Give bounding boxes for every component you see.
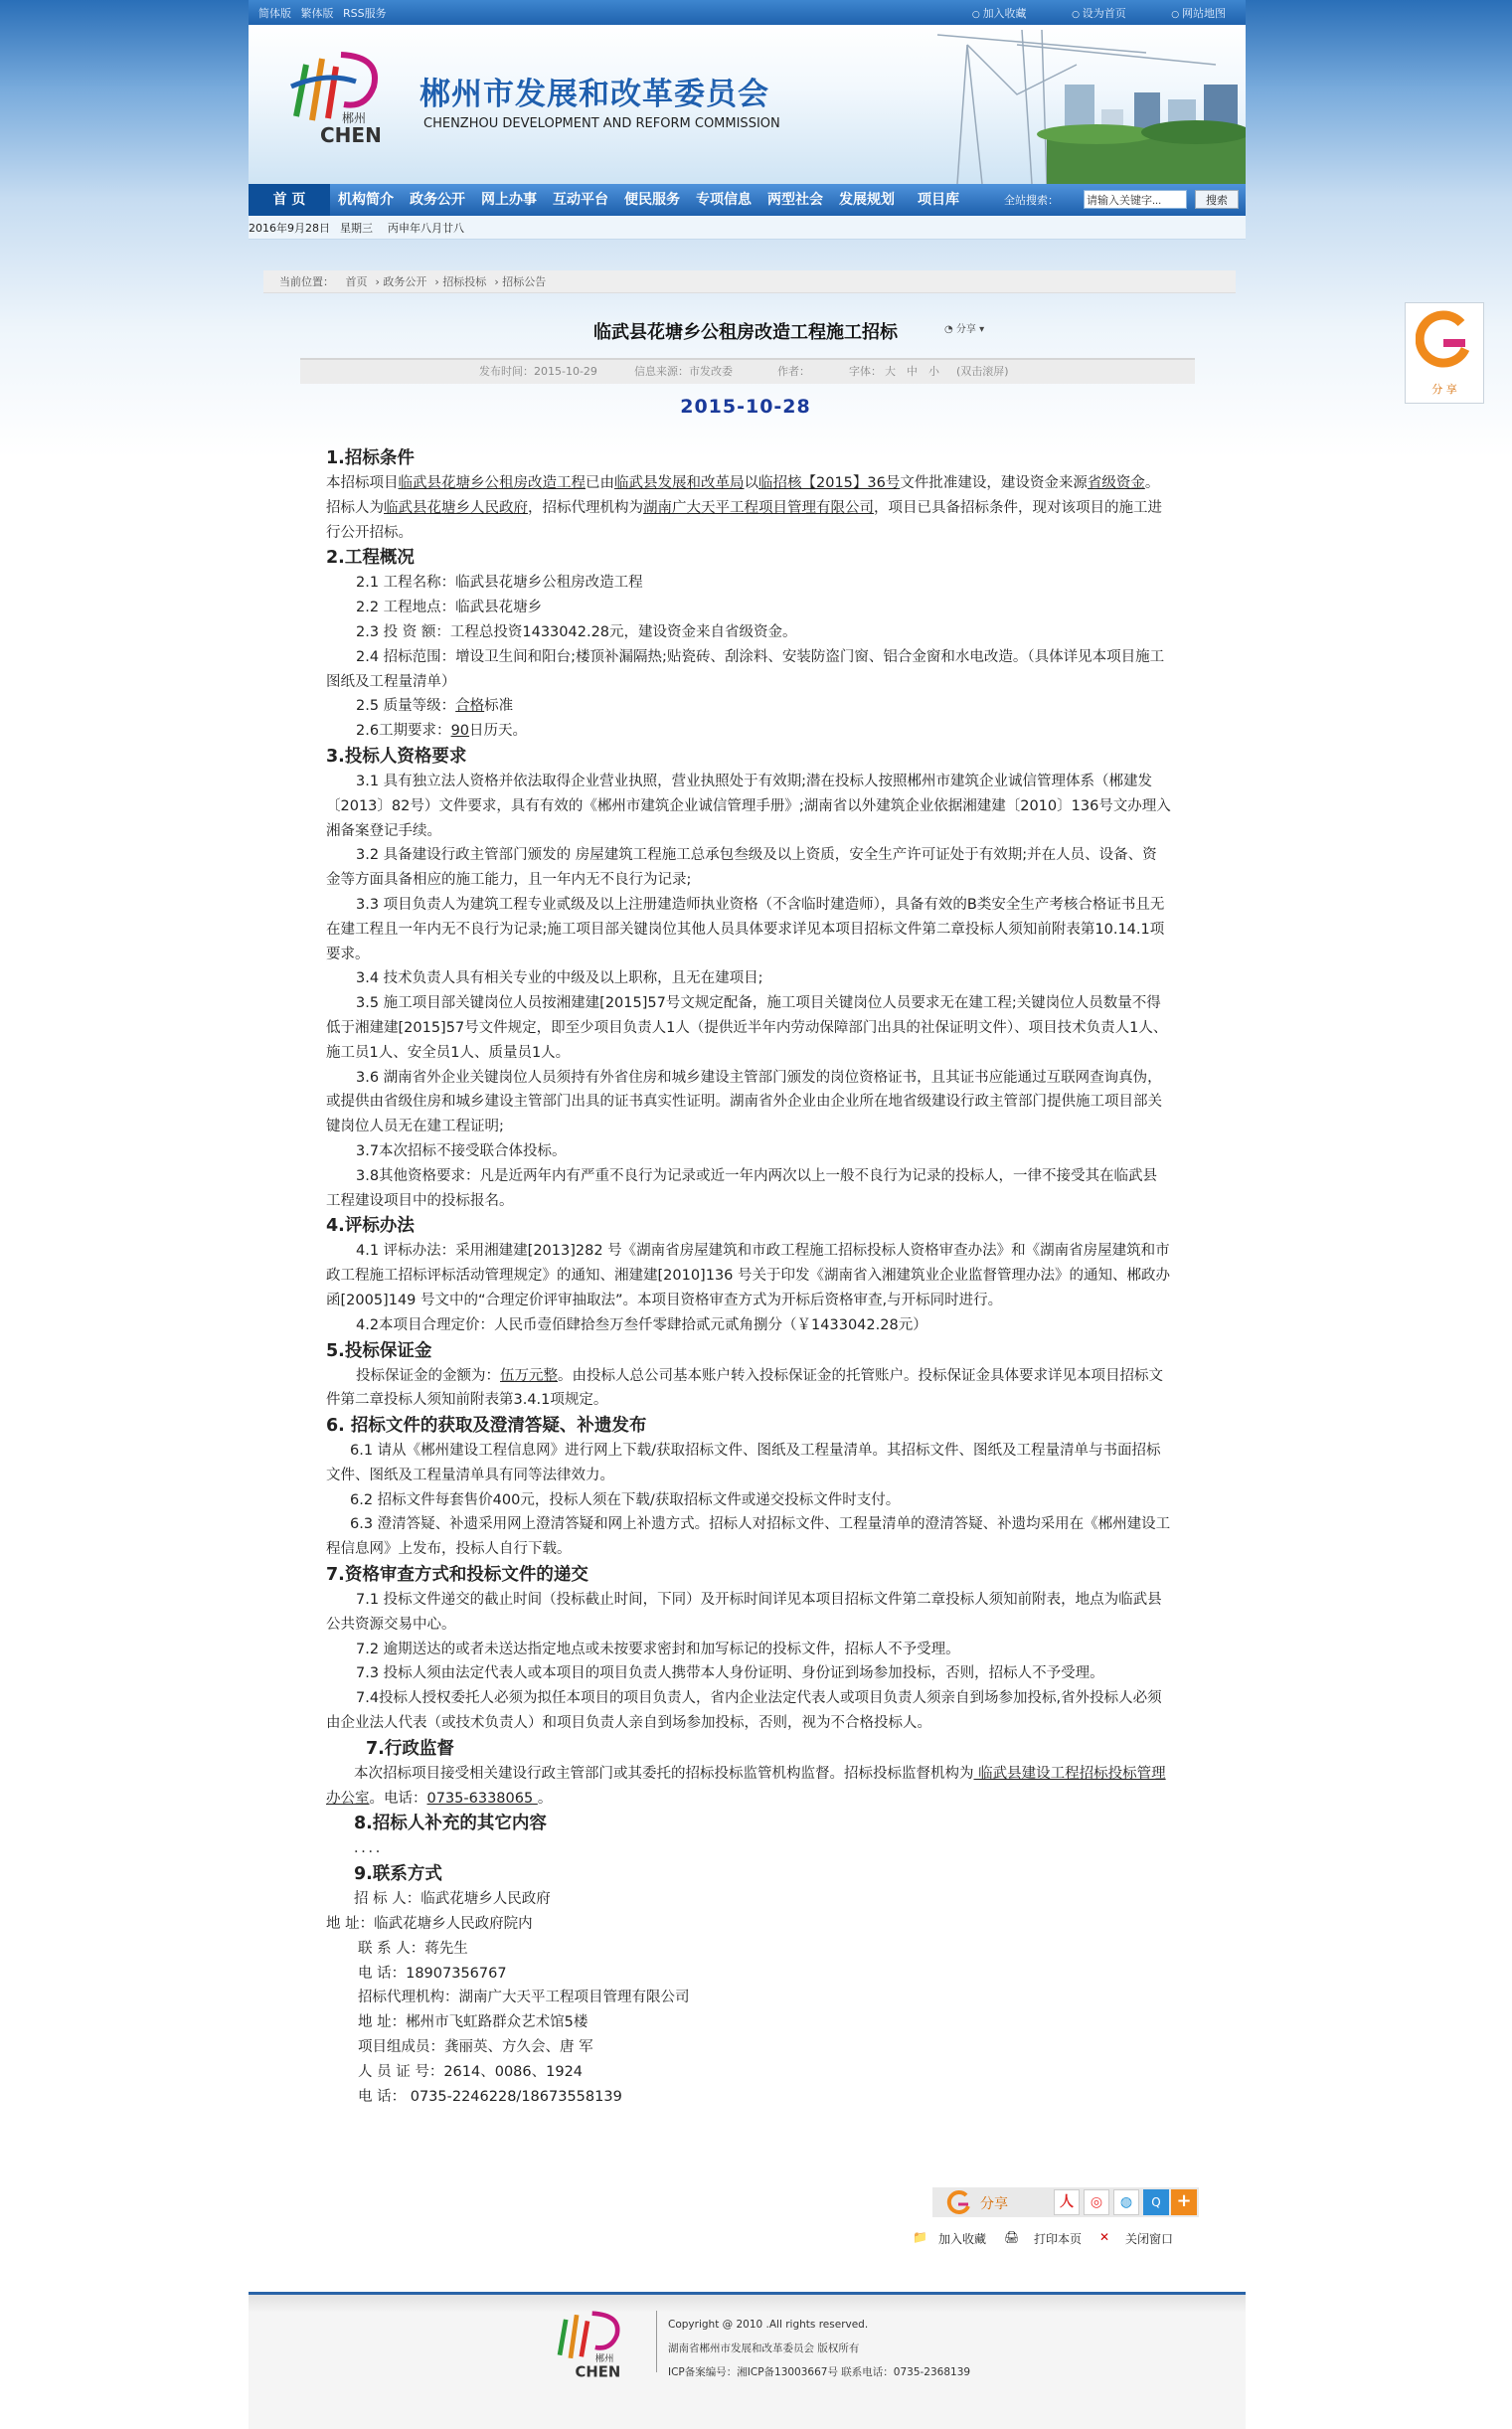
paragraph: 7.1 投标文件递交的截止时间（投标截止时间，下同）及开标时间详见本项目招标文件第二章投标人须知前附表，地点为临武县公共资源交易中心。 [326, 1592, 1162, 1633]
paragraph: 2.3 投 资 额：工程总投资1433042.28元，建设资金来自省级资金。 [356, 623, 797, 640]
paragraph: 6.2 招标文件每套售价400元，投标人须在下载/获取招标文件或递交投标文件时支付。 [350, 1491, 901, 1508]
utility-links [930, 5, 1226, 21]
contact-line: 招 标 人：临武花塘乡人民政府 [354, 1891, 551, 1908]
footer-logo-small-text: 郴州 [594, 2352, 614, 2364]
paragraph: 投标保证金的金额为：伍万元整。由投标人总公司基本账户转入投标保证金的托管账户。投标保证金具体要求详见本项目招标文件第二章投标人须知前附表第3.4.1项规定。 [326, 1367, 1163, 1409]
font-big[interactable]: 大 [885, 365, 896, 378]
floating-share-label: 分 享 [1431, 383, 1457, 396]
language-links [258, 5, 393, 21]
paragraph: 2.4 招标范围：增设卫生间和阳台;楼顶补漏隔热;贴瓷砖、刮涂料、安装防盗门窗、铝合金窗和水电改造。（具体详见本项目施工图纸及工程量清单） [326, 648, 1165, 690]
paragraph: 3.4 技术负责人具有相关专业的中级及以上职称，且无在建项目; [356, 970, 763, 987]
site-footer [249, 2292, 1246, 2429]
contact-line: 地 址：郴州市飞虹路群众艺术馆5楼 [358, 2014, 588, 2031]
paragraph: 3.1 具有独立法人资格并依法取得企业营业执照，营业执照处于有效期;潜在投标人按照郴州市建筑企业诚信管理体系（郴建发〔2013〕82号）文件要求，具有有效的《郴州市建筑企业诚信管理手册》;湖南省以外建筑企业依据湘建建〔2010〕136号文办理入湘备案登记手续。 [326, 773, 1171, 839]
paragraph: ．．．． [354, 1840, 391, 1857]
tencent-weibo-share-icon[interactable]: ◍ [1113, 2189, 1139, 2215]
paragraph: 6.3 澄清答疑、补遗采用网上澄清答疑和网上补遗方式。招标人对招标文件、工程量清单的澄清答疑、补遗均采用在《郴州建设工程信息网》上发布，投标人自行下载。 [326, 1516, 1171, 1558]
breadcrumb: 当前位置： 首页 › 政务公开 › 招标投标 › 招标公告 [263, 270, 1236, 293]
paragraph: 7.4投标人授权委托人必须为拟任本项目的项目负责人，省内企业法定代表人或项目负责人须亲自到场参加投标,省外投标人必须由企业法人代表（或技术负责人）和项目负责人亲自到场参加投标，否则，视为不合格投标人。 [326, 1690, 1162, 1732]
share-mini-label: 分享 [955, 324, 976, 335]
scroll-hint[interactable]: (双击滚屏) [956, 365, 1009, 378]
share-bar-label: 分享 [980, 2196, 1008, 2212]
paragraph: 4.1 评标办法：采用湘建建[2013]282 号《湖南省房屋建筑和市政工程施工招标投标人资格审查办法》和《湖南省房屋建筑和市政工程施工招标评标活动管理规定》的通知、湘建建[2010]136 号关于印发《湖南省入湘建筑业企业监督管理办法》的通知、郴政办函[2005]149 号文中的“合理定价评审抽取法”。本项目资格审查方式为开标后资格审查,与开标同时进行。 [326, 1243, 1170, 1308]
nav-two-type[interactable]: 两型社会 [767, 192, 823, 208]
nav-special-info[interactable]: 专项信息 [696, 192, 752, 208]
article-date: 2015-10-28 [680, 396, 811, 418]
bookmark-icon: 📁 [913, 2230, 927, 2244]
paragraph: 3.2 具备建设行政主管部门颁发的 房屋建筑工程施工总承包叁级及以上资质，安全生产许可证处于有效期;并在人员、设备、资金等方面具备相应的施工能力，且一年内无不良行为记录; [326, 847, 1157, 889]
publish-time: 发布时间：2015-10-29 [479, 365, 597, 378]
print-button[interactable]: 打印本页 [1034, 2232, 1083, 2246]
breadcrumb-home[interactable]: 首页 [345, 275, 368, 288]
font-size-label: 字体： [849, 365, 882, 378]
site-subtitle: CHENZHOU DEVELOPMENT AND REFORM COMMISSION [423, 116, 780, 131]
close-icon: ✕ [1099, 2230, 1110, 2244]
contact-line: 联 系 人：蒋先生 [358, 1940, 468, 1957]
breadcrumb-label: 当前位置： [279, 275, 334, 288]
rss-link[interactable]: RSS服务 [343, 7, 387, 20]
nav-convenience[interactable]: 便民服务 [624, 192, 680, 208]
traditional-link[interactable]: 繁体版 [300, 7, 334, 20]
nav-projects[interactable]: 项目库 [918, 192, 959, 208]
section-heading: 4.评标办法 [326, 1216, 415, 1237]
info-source: 信息来源：市发改委 [634, 365, 733, 378]
paragraph: 2.5 质量等级：合格标准 [356, 698, 514, 715]
article-title: 临武县花塘乡公租房改造工程施工招标 [593, 322, 898, 343]
site-title: 郴州市发展和改革委员会 [420, 77, 769, 112]
floating-share-button[interactable] [1405, 302, 1484, 404]
section-heading: 7.资格审查方式和投标文件的递交 [326, 1565, 588, 1586]
nav-about[interactable]: 机构简介 [338, 192, 394, 208]
nav-interaction[interactable]: 互动平台 [553, 192, 608, 208]
breadcrumb-notice[interactable]: 招标公告 [502, 275, 547, 288]
owner-text: 湖南省郴州市发展和改革委员会 版权所有 [668, 2342, 860, 2354]
paragraph: 本次招标项目接受相关建设行政主管部门或其委托的招标投标监管机构监督。招标投标监督机构为 临武县建设工程招标投标管理办公室。电话：0735-6338065 。 [326, 1765, 1166, 1807]
article-body [326, 445, 1171, 2109]
paragraph: 3.3 项目负责人为建筑工程专业贰级及以上注册建造师执业资格（不含临时建造师），具备有效的B类安全生产考核合格证书且无在建工程且一年内无不良行为记录;施工项目部关键岗位其他人员具体要求详见本项目招标文件第二章投标人须知前附表第10.14.1项要求。 [326, 896, 1165, 962]
article-meta [300, 358, 1195, 384]
paragraph: 本招标项目临武县花塘乡公租房改造工程已由临武县发展和改革局以临招核【2015】36号文件批准建设，建设资金来源省级资金。招标人为临武县花塘乡人民政府，招标代理机构为湖南广大天平工程项目管理有限公司，项目已具备招标条件，现对该项目的施工进行公开招标。 [326, 475, 1162, 541]
footer-logo-chen-text: CHEN [575, 2363, 621, 2378]
font-mid[interactable]: 中 [907, 365, 918, 378]
nav-planning[interactable]: 发展规划 [839, 192, 895, 208]
nav-gov-affairs[interactable]: 政务公开 [410, 192, 465, 208]
section-heading: 7.行政监督 [366, 1738, 454, 1759]
more-share-icon[interactable]: + [1171, 2189, 1197, 2215]
share-mini-button[interactable]: ◔ 分享 ▾ [944, 324, 985, 335]
renren-share-icon[interactable]: 人 [1054, 2189, 1080, 2215]
section-heading: 1.招标条件 [326, 448, 415, 468]
nav-online-service[interactable]: 网上办事 [481, 192, 537, 208]
search-button[interactable]: 搜索 [1195, 190, 1239, 209]
current-date: 2016年9月28日 [249, 222, 330, 235]
date-bar [249, 216, 1246, 240]
search-input[interactable] [1084, 190, 1187, 209]
weibo-share-icon[interactable]: ◎ [1084, 2189, 1109, 2215]
contact-line: 电 话： 0735-2246228/18673558139 [358, 2088, 622, 2105]
contact-line: 项目组成员：龚丽英、方久会、唐 军 [358, 2039, 593, 2056]
logo-small-text: 郴州 [342, 111, 367, 125]
section-heading: 9.联系方式 [354, 1864, 442, 1885]
city-skyline-image [818, 25, 1246, 184]
paragraph: 4.2本项目合理定价：人民币壹佰肆拾叁万叁仟零肆拾贰元贰角捌分（￥1433042.28元） [356, 1316, 927, 1333]
site-logo-icon[interactable] [286, 47, 396, 146]
share-bar [932, 2187, 1199, 2217]
footer-divider [656, 2311, 657, 2372]
logo-chen-text: CHEN [320, 123, 382, 146]
lunar-date: 丙申年八月廿八 [388, 222, 464, 235]
breadcrumb-gov[interactable]: 政务公开 [383, 275, 427, 288]
contact-line: 地 址：临武花塘乡人民政府院内 [326, 1916, 533, 1933]
breadcrumb-bidding[interactable]: 招标投标 [442, 275, 487, 288]
add-favorite-button[interactable]: 加入收藏 [938, 2232, 987, 2246]
author: 作者： [777, 365, 810, 378]
contact-line: 电 话：18907356767 [358, 1965, 507, 1982]
paragraph: 2.6工期要求：90日历天。 [356, 723, 528, 740]
paragraph: 3.8其他资格要求：凡是近两年内有严重不良行为记录或近一年内两次以上一般不良行为记录的投标人，一律不接受其在临武县工程建设项目中的投标报名。 [326, 1167, 1158, 1209]
paragraph: 2.1 工程名称：临武县花塘乡公租房改造工程 [356, 575, 643, 592]
section-heading: 8.招标人补充的其它内容 [354, 1814, 547, 1834]
nav-home[interactable]: 首 页 [249, 184, 330, 216]
set-homepage-link[interactable]: ○ 设为首页 [1072, 7, 1126, 20]
paragraph: 7.2 逾期送达的或者未送达指定地点或未按要求密封和加写标记的投标文件，招标人不予受理。 [356, 1641, 960, 1657]
section-heading: 2.工程概况 [326, 548, 415, 569]
paragraph: 2.2 工程地点：临武县花塘乡 [356, 600, 543, 616]
section-heading: 3.投标人资格要求 [326, 746, 467, 767]
search-label: 全站搜索： [1004, 194, 1059, 207]
share-logo-icon [1416, 309, 1475, 373]
contact-line: 人 员 证 号：2614、0086、1924 [358, 2063, 584, 2080]
copyright-text: Copyright @ 2010 .All rights reserved. [668, 2319, 869, 2331]
share-logo-icon[interactable] [946, 2189, 974, 2215]
section-heading: 5.投标保证金 [326, 1340, 432, 1361]
paragraph: 3.6 湖南省外企业关键岗位人员须持有外省住房和城乡建设主管部门颁发的岗位资格证书，且其证书应能通过互联网查询真伪，或提供由省级住房和城乡建设主管部门出具的证书真实性证明。湖南省外企业由企业所在地省级建设行政主管部门提供施工项目部关键岗位人员无在建工程证明; [326, 1069, 1162, 1135]
add-favorite-link[interactable]: ○ 加入收藏 [972, 7, 1027, 20]
sitemap-link[interactable]: ○ 网站地图 [1171, 7, 1226, 20]
printer-icon: 🖨 [1004, 2230, 1020, 2244]
main-nav [249, 184, 1246, 216]
close-window-button[interactable]: 关闭窗口 [1125, 2232, 1174, 2246]
section-heading: 6. 招标文件的获取及澄清答疑、补遗发布 [326, 1416, 647, 1437]
current-weekday: 星期三 [340, 222, 373, 235]
paragraph: 7.3 投标人须由法定代表人或本项目的项目负责人携带本人身份证明、身份证到场参加投标，否则，招标人不予受理。 [356, 1665, 1104, 1682]
icp-text: ICP备案编号：湘ICP备13003667号 联系电话：0735-2368139 [668, 2366, 971, 2378]
font-small[interactable]: 小 [928, 365, 939, 378]
contact-line: 招标代理机构：湖南广大天平工程项目管理有限公司 [358, 1990, 690, 2006]
footer-text [668, 2313, 970, 2384]
top-bar [249, 0, 1246, 25]
paragraph: 3.7本次招标不接受联合体投标。 [356, 1142, 567, 1159]
footer-logo-icon [547, 2309, 642, 2378]
qzone-share-icon[interactable]: Q [1143, 2189, 1169, 2215]
paragraph: 3.5 施工项目部关键岗位人员按湘建建[2015]57号文规定配备，施工项目关键岗位人员要求无在建工程;关键岗位人员数量不得低于湘建建[2015]57号文件规定，即至少项目负责人1人（提供近半年内劳动保障部门出具的社保证明文件）、项目技术负责人1人、施工员1人、安全员1人、质量员1人。 [326, 995, 1168, 1061]
site-banner [249, 25, 1246, 184]
paragraph: 6.1 请从《郴州建设工程信息网》进行网上下载/获取招标文件、图纸及工程量清单。其招标文件、图纸及工程量清单与书面招标文件、图纸及工程量清单具有同等法律效力。 [326, 1443, 1161, 1483]
simplified-link[interactable]: 简体版 [258, 7, 291, 20]
